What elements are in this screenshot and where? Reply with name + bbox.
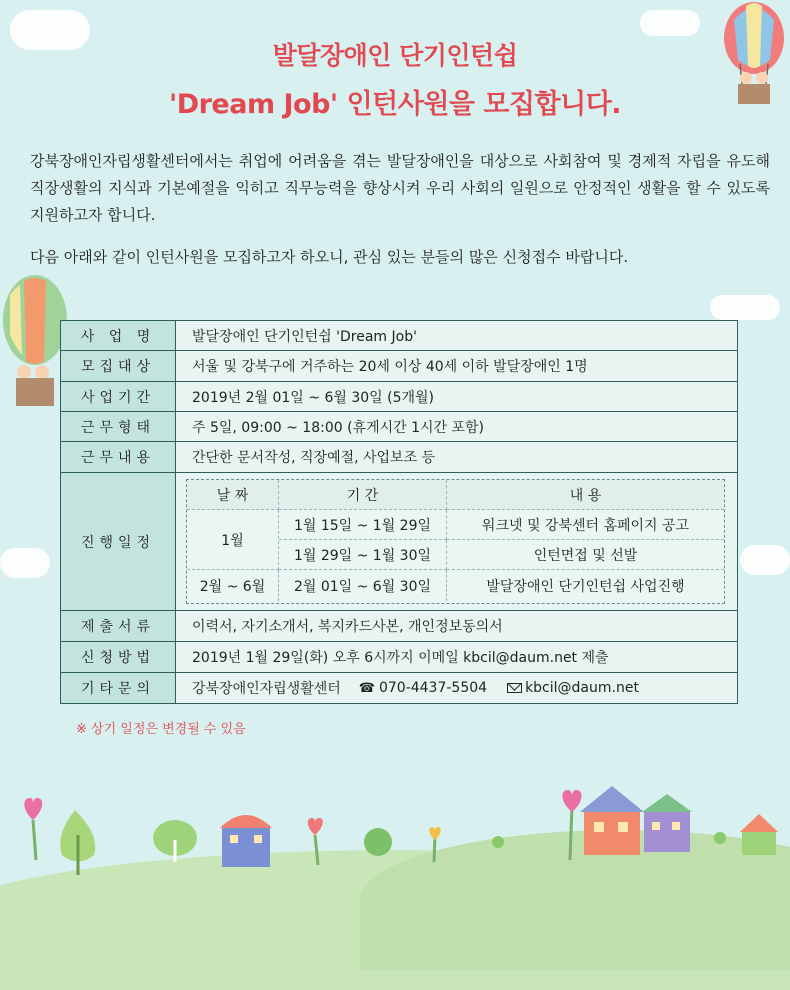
table-row (61, 321, 737, 351)
row-label: 모집대상 (61, 351, 176, 381)
row-value: 2019년 2월 01일 ~ 6월 30일 (5개월) (176, 382, 737, 411)
schedule-header: 내 용 (447, 480, 724, 510)
table-row (61, 611, 737, 642)
page-title-line2: 'Dream Job' 인턴사원을 모집합니다. (168, 89, 622, 120)
row-value: 이력서, 자기소개서, 복지카드사본, 개인정보동의서 (176, 611, 737, 641)
schedule-date: 2월 ~ 6월 (187, 570, 279, 601)
cloud-decoration (0, 548, 50, 578)
table-row (61, 642, 737, 673)
row-value: 서울 및 강북구에 거주하는 20세 이상 40세 이하 발달장애인 1명 (176, 351, 737, 381)
cloud-decoration (710, 295, 780, 320)
schedule-period: 2월 01일 ~ 6월 30일 (279, 570, 447, 601)
page-title-line1: 발달장애인 단기인턴쉽 (272, 41, 518, 70)
row-label: 진행일정 (61, 473, 176, 610)
contact-phone: 070-4437-5504 (378, 680, 488, 696)
schedule-content: 발달장애인 단기인턴쉽 사업진행 (486, 578, 685, 595)
schedule-table (186, 479, 725, 604)
table-row (61, 442, 737, 473)
row-label: 근무형태 (61, 412, 176, 441)
row-label: 근무내용 (61, 442, 176, 472)
intro-paragraph: 다음 아래와 같이 인턴사원을 모집하고자 하오니, 관심 있는 분들의 많은 신청접수 바랍니다. (30, 248, 629, 266)
row-value: 발달장애인 단기인턴쉽 'Dream Job' (176, 321, 737, 350)
cloud-decoration (740, 545, 790, 575)
recruitment-info-table (60, 320, 738, 704)
table-row (61, 673, 737, 703)
row-label: 기타문의 (61, 673, 176, 703)
intro-paragraph: 강북장애인자립생활센터에서는 취업에 어려움을 겪는 발달장애인을 대상으로 사회참여 및 경제적 자립을 유도해 직장생활의 지식과 기본예절을 익히고 직무능력을 향상시켜 우리 사회의 일원으로 안정적인 생활을 할 수 있도록 지원하고자 합니다. (30, 152, 770, 224)
table-row (61, 412, 737, 442)
contact-value (176, 673, 737, 703)
table-row (61, 473, 737, 611)
row-value: 주 5일, 09:00 ~ 18:00 (휴게시간 1시간 포함) (176, 412, 737, 441)
schedule-period: 1월 15일 ~ 1월 29일 (279, 510, 447, 540)
schedule-content: 워크넷 및 강북센터 홈페이지 공고 (447, 510, 724, 540)
schedule-header: 날 짜 (187, 480, 279, 510)
row-label: 제출서류 (61, 611, 176, 641)
row-value: 2019년 1월 29일(화) 오후 6시까지 이메일 kbcil@daum.net 제출 (176, 642, 737, 672)
schedule-change-note: ※ 상기 일정은 변경될 수 있음 (76, 722, 246, 737)
contact-org: 강북장애인자립생활센터 (192, 681, 341, 697)
schedule-date: 1월 (187, 510, 279, 570)
row-label: 사업기간 (61, 382, 176, 411)
row-label: 사 업 명 (61, 321, 176, 350)
mail-icon (507, 683, 522, 693)
row-label: 신청방법 (61, 642, 176, 672)
schedule-cell (176, 473, 737, 610)
table-row (61, 351, 737, 382)
cloud-decoration (640, 10, 700, 36)
row-value: 간단한 문서작성, 직장예절, 사업보조 등 (176, 442, 737, 472)
schedule-period: 1월 29일 ~ 1월 30일 (279, 540, 447, 570)
table-row (61, 382, 737, 412)
phone-icon: ☎ (358, 680, 375, 696)
village-scenery-icon (0, 780, 790, 915)
schedule-content: 인턴면접 및 선발 (447, 540, 724, 570)
schedule-header: 기 간 (279, 480, 447, 510)
contact-email: kbcil@daum.net (525, 680, 639, 696)
